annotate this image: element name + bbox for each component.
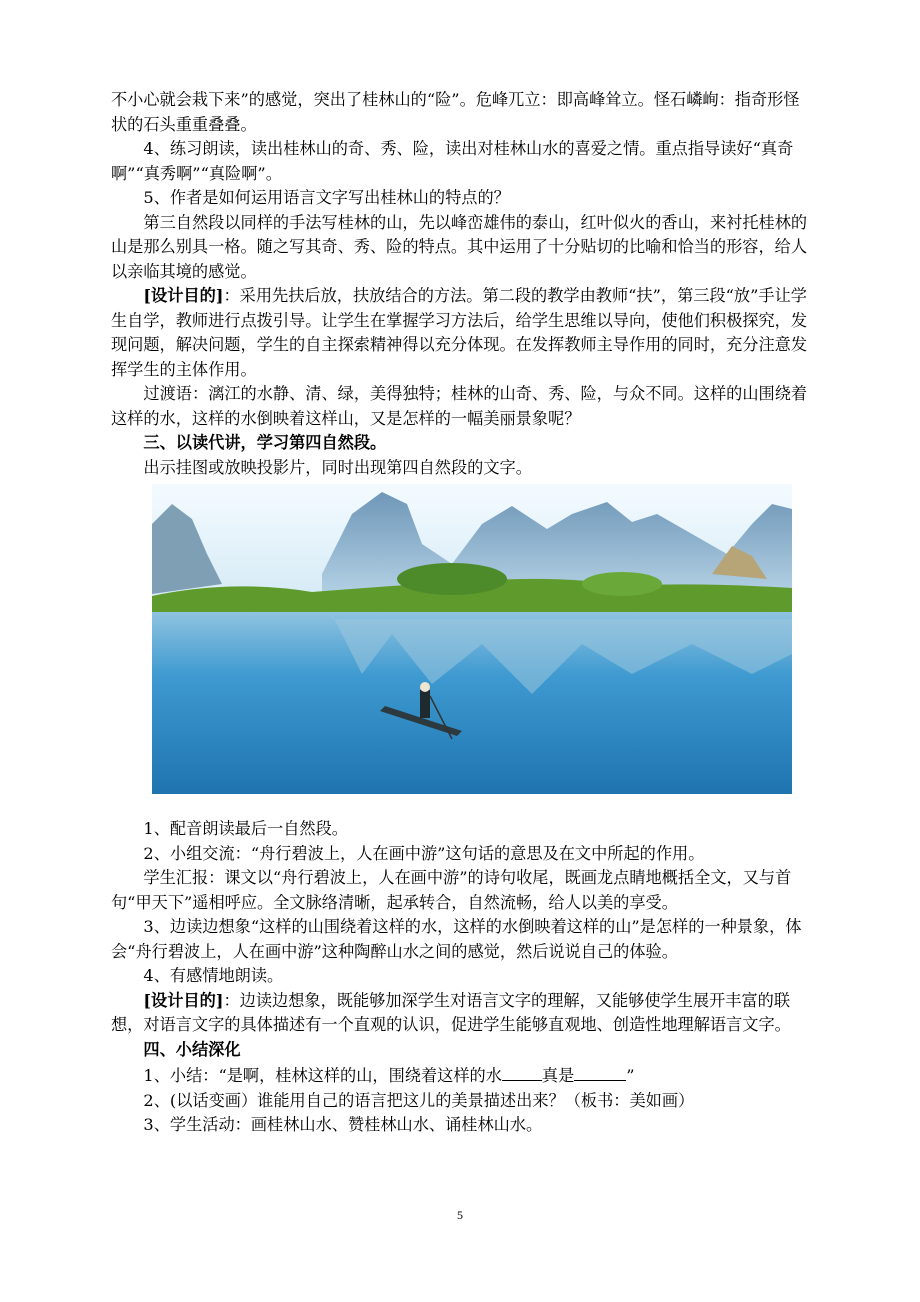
landscape-illustration [152, 484, 792, 794]
section-3-intro: 出示挂图或放映投影片，同时出现第四自然段的文字。 [143, 457, 532, 477]
section-4-item-2: 2、(以话变画）谁能用自己的语言把这儿的美景描述出来？（板书：美如画） [143, 1090, 695, 1110]
paragraph-practice-reading: 4、练习朗读，读出桂林山的奇、秀、险，读出对桂林山水的喜爱之情。重点指导读好“真奇啊”“真秀啊”“真险啊”。 [111, 139, 794, 183]
lijiang-river-photo [152, 484, 792, 794]
tree-cluster-right [582, 572, 662, 596]
design-purpose-2 [111, 989, 811, 1038]
section-4-item-3: 3、学生活动：画桂林山水、赞桂林山水、诵桂林山水。 [143, 1115, 543, 1134]
summary-middle: 真是 [541, 1066, 575, 1085]
boatman-head [420, 682, 430, 692]
item-3: 3、边读边想象“这样的山围绕着这样的水，这样的水倒映着这样的山”是怎样的一种景象，体会“舟行碧波上，人在画中游”这种陶醉山水之间的感觉，然后说说自己的体验。 [111, 917, 802, 961]
design-purpose-1 [111, 284, 811, 382]
bottom-text-block [111, 817, 811, 1138]
section-3-heading: 三、以读代讲，学习第四自然段。 [143, 433, 387, 452]
boatman [420, 690, 430, 718]
design-purpose-text-2: ：边读边想象，既能够加深学生对语言文字的理解，又能够使学生展开丰富的联想，对语言文字的具体描述有一个直观的认识，促进学生能够直观地、创造性地理解语言文字。 [111, 990, 791, 1034]
summary-line [111, 1062, 811, 1089]
top-text-block [111, 88, 811, 480]
summary-suffix: ” [626, 1066, 635, 1085]
design-purpose-label: [设计目的] [143, 286, 224, 305]
design-purpose-label-2: [设计目的] [143, 990, 224, 1010]
summary-prefix: 1、小结：“是啊，桂林这样的山，围绕着这样的水 [143, 1066, 502, 1085]
item-1: 1、配音朗读最后一自然段。 [143, 819, 348, 838]
transition-paragraph: 过渡语：漓江的水静、清、绿，美得独特；桂林的山奇、秀、险，与众不同。这样的山围绕着这样的水，这样的水倒映着这样山，又是怎样的一幅美丽景象呢？ [111, 384, 808, 428]
page-number: 5 [457, 1208, 463, 1222]
tree-cluster [397, 563, 507, 595]
fill-blank-2 [574, 1062, 626, 1081]
paragraph-analysis: 第三自然段以同样的手法写桂林的山，先以峰峦雄伟的泰山，红叶似火的香山，来衬托桂林的山是那么别具一格。随之写其奇、秀、险的特点。其中运用了十分贴切的比喻和恰当的形容，给人以亲临其境的感觉。 [111, 212, 808, 281]
student-report: 学生汇报：课文以“舟行碧波上，人在画中游”的诗句收尾，既画龙点睛地概括全文，又与首句“甲天下”遥相呼应。全文脉络清晰，起承转合，自然流畅，给人以美的享受。 [111, 868, 792, 912]
item-4: 4、有感情地朗读。 [143, 966, 284, 985]
section-4-heading: 四、小结深化 [143, 1039, 241, 1059]
fill-blank-1 [502, 1062, 542, 1081]
design-purpose-text: ：采用先扶后放，扶放结合的方法。第二段的教学由教师“扶”，第三段“放”手让学生自学，教师进行点拨引导。让学生在掌握学习方法后，给学生思维以导向，使他们积极探究，发现问题，解决问题，学生的自主探索精神得以充分体现。在发挥教师主导作用的同时，充分注意发挥学生的主体作用。 [111, 286, 808, 379]
paragraph-question-5: 5、作者是如何运用语言文字写出桂林山的特点的？ [143, 188, 510, 207]
item-2: 2、小组交流：“舟行碧波上，人在画中游”这句话的意思及在文中所起的作用。 [143, 843, 705, 863]
paragraph-continued: 不小心就会栽下来”的感觉，突出了桂林山的“险”。危峰兀立：即高峰耸立。怪石嶙峋：指奇形怪状的石头重重叠叠。 [111, 90, 800, 134]
